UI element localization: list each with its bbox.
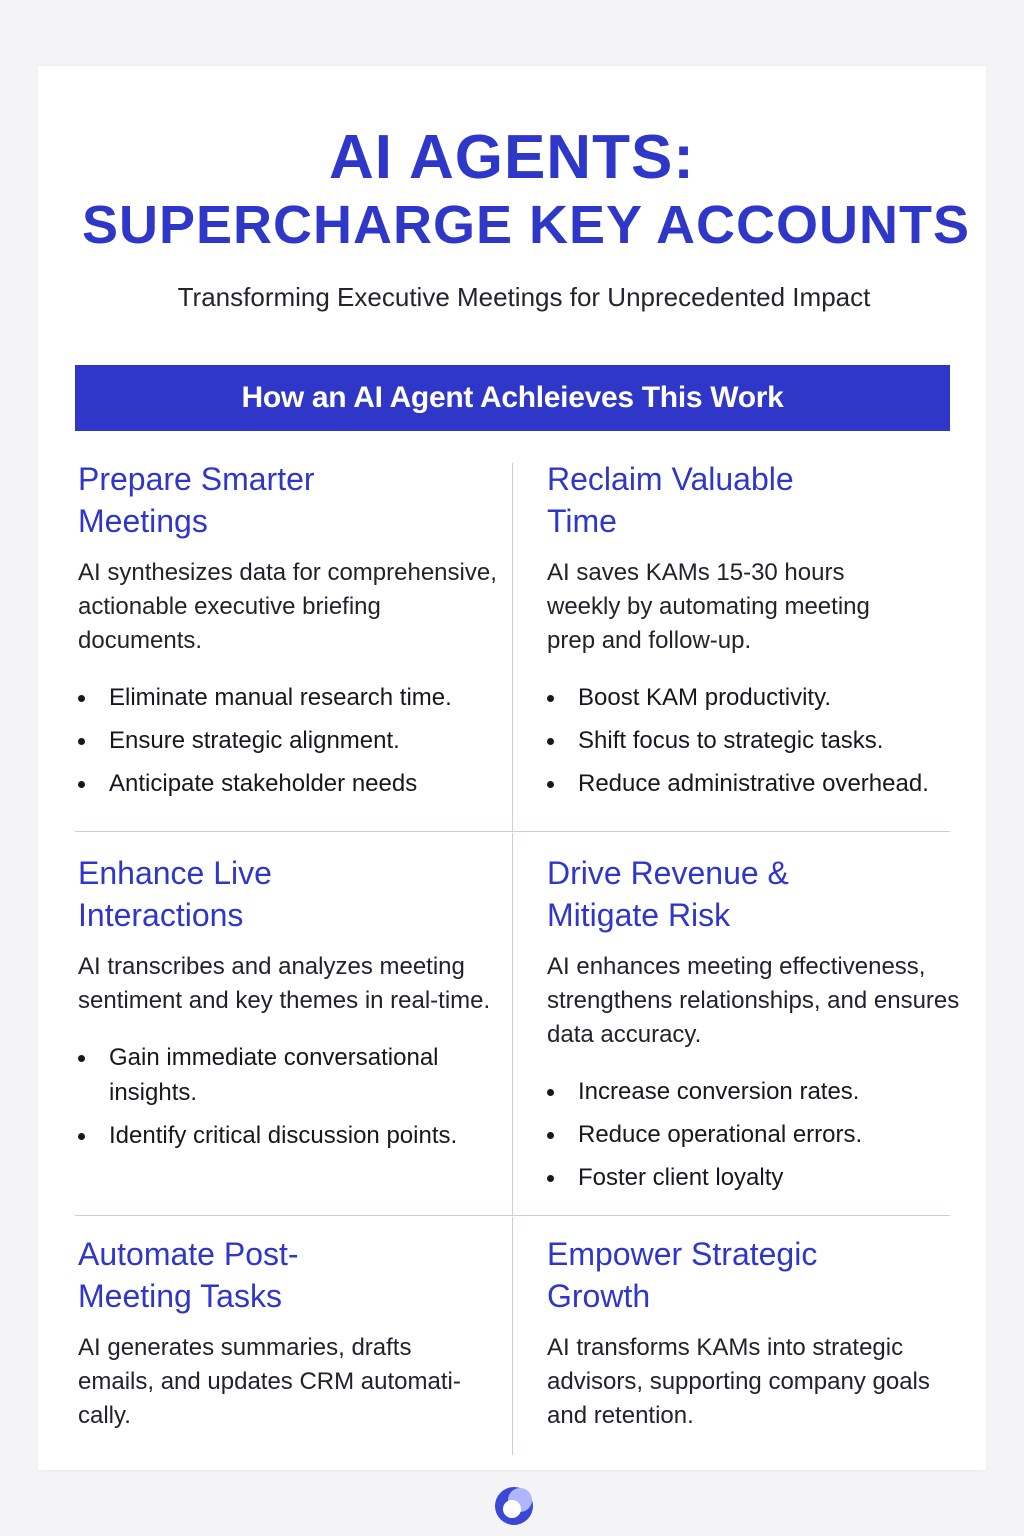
bullet-list	[547, 1074, 977, 1195]
section-enhance-live-interactions	[78, 852, 503, 1161]
section-heading: Prepare Smarter Meetings	[78, 461, 315, 539]
column-divider	[512, 463, 513, 831]
bullet-icon	[547, 1089, 554, 1096]
list-item: Ensure strategic alignment.	[78, 723, 503, 758]
list-item: Gain immediate conversational insights.	[78, 1040, 478, 1110]
section-heading: Reclaim Valuable Time	[547, 461, 794, 539]
bullet-list	[547, 680, 967, 801]
column-divider	[512, 1217, 513, 1455]
section-heading: Drive Revenue & Mitigate Risk	[547, 855, 789, 933]
section-body: AI transforms KAMs into strategic advisors, supporting company goals and retention.	[547, 1334, 930, 1429]
bullet-icon	[78, 1055, 85, 1062]
bullet-icon	[78, 781, 85, 788]
section-drive-revenue-mitigate-risk	[547, 852, 977, 1203]
bullet-icon	[78, 1133, 85, 1140]
list-item: Foster client loyalty	[547, 1160, 977, 1195]
section-heading: Automate Post- Meeting Tasks	[78, 1236, 299, 1314]
list-item: Increase conversion rates.	[547, 1074, 977, 1109]
list-item: Identify critical discussion points.	[78, 1118, 503, 1153]
section-automate-post-meeting-tasks	[78, 1233, 498, 1433]
section-body: AI transcribes and analyzes meeting sentiment and key themes in real-time.	[78, 953, 491, 1014]
section-prepare-smarter-meetings	[78, 458, 503, 809]
bullet-icon	[547, 695, 554, 702]
list-item: Reduce administrative overhead.	[547, 766, 967, 801]
bullet-list	[78, 1040, 503, 1153]
column-divider	[512, 833, 513, 1215]
list-item: Anticipate stakeholder needs	[78, 766, 503, 801]
list-item: Shift focus to strategic tasks.	[547, 723, 967, 758]
bullet-list	[78, 680, 503, 801]
section-body: AI saves KAMs 15-30 hours weekly by automating meeting prep and follow-up.	[547, 559, 870, 654]
brand-logo-icon	[492, 1484, 536, 1528]
section-body: AI synthesizes data for comprehensive, actionable executive briefing documents.	[78, 559, 497, 654]
section-empower-strategic-growth	[547, 1233, 967, 1433]
section-heading: Enhance Live Interactions	[78, 855, 272, 933]
list-item: Eliminate manual research time.	[78, 680, 503, 715]
section-body: AI enhances meeting effectiveness, strengthens relationships, and ensures data accuracy.	[547, 953, 960, 1048]
bullet-icon	[78, 695, 85, 702]
subtitle: Transforming Executive Meetings for Unprecedented Impact	[177, 282, 871, 312]
bullet-icon	[78, 738, 85, 745]
row-divider	[75, 831, 950, 832]
section-body: AI generates summaries, drafts emails, and updates CRM automati-cally.	[78, 1334, 461, 1429]
banner-label: How an AI Agent Achleieves This Work	[241, 381, 784, 414]
section-heading: Empower Strategic Growth	[547, 1236, 818, 1314]
bullet-icon	[547, 1132, 554, 1139]
title-line-2: SUPERCHARGE KEY ACCOUNTS	[81, 195, 971, 255]
title-line-1: AI AGENTS:	[329, 123, 695, 192]
bullet-icon	[547, 738, 554, 745]
bullet-icon	[547, 1175, 554, 1182]
section-banner	[75, 365, 950, 431]
list-item: Boost KAM productivity.	[547, 680, 967, 715]
list-item: Reduce operational errors.	[547, 1117, 977, 1152]
row-divider	[75, 1215, 950, 1216]
section-reclaim-valuable-time	[547, 458, 967, 809]
bullet-icon	[547, 781, 554, 788]
